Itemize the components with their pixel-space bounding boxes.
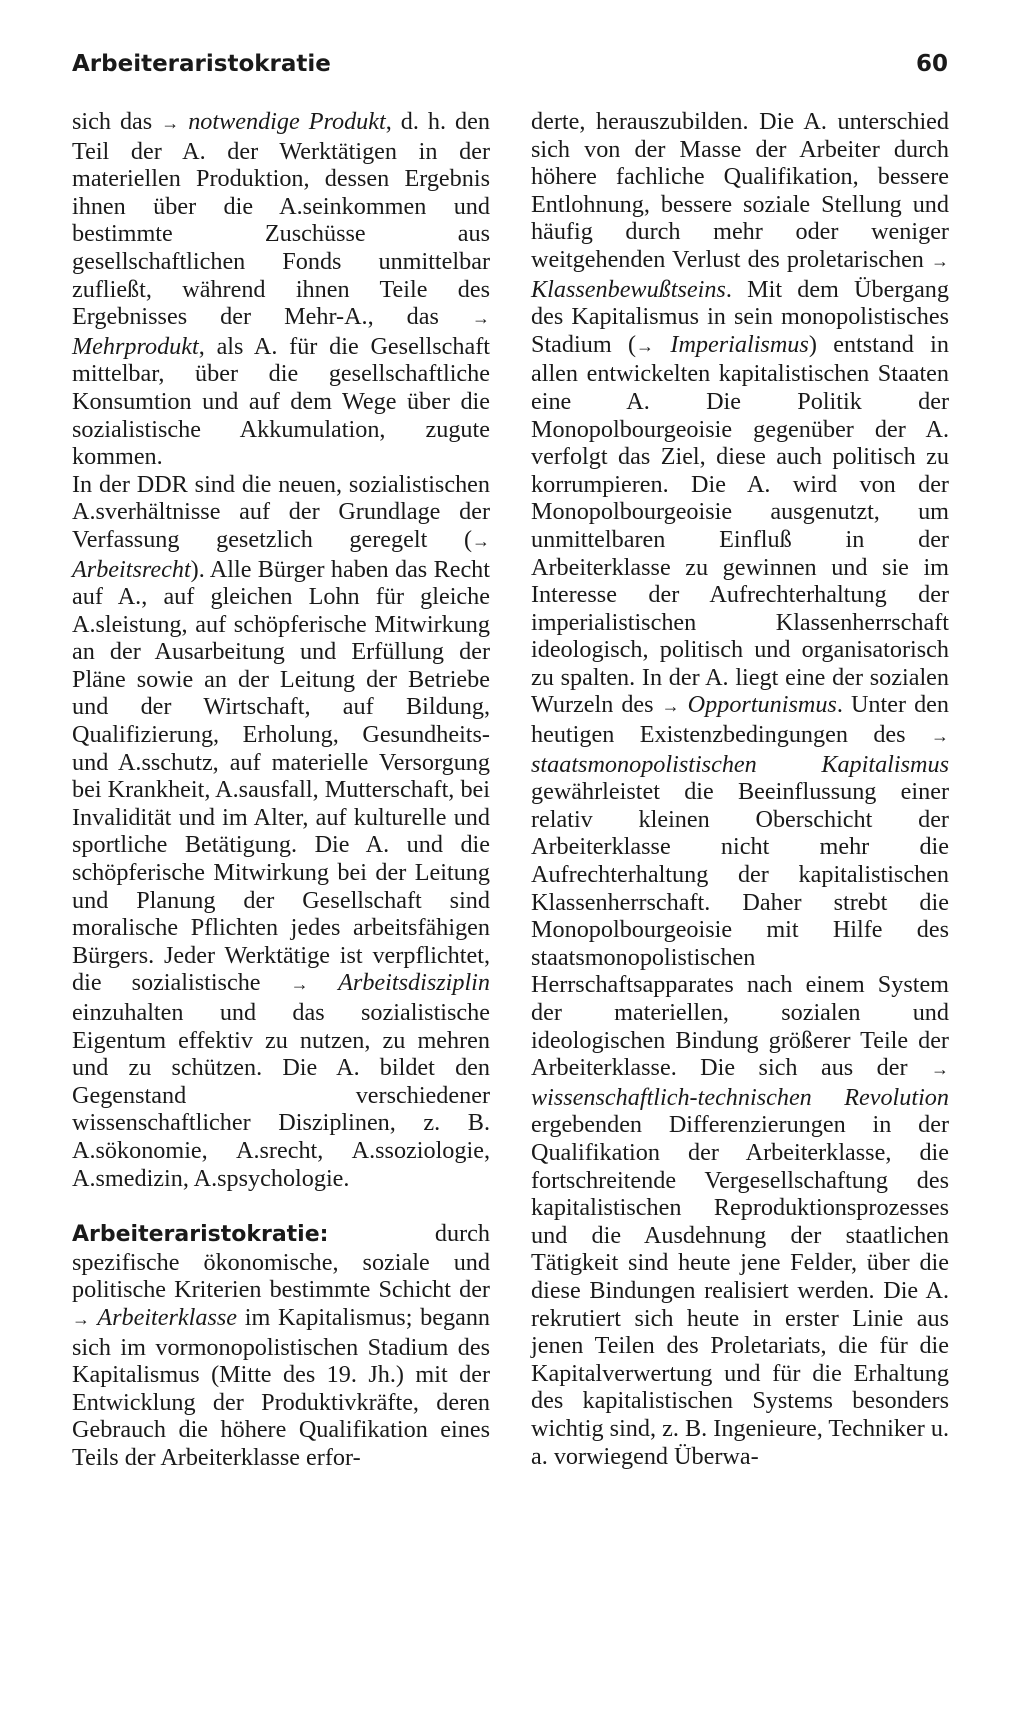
cross-reference-arrow: → bbox=[636, 335, 655, 356]
cross-reference-arrow: → bbox=[161, 113, 180, 133]
paragraph-ddr bbox=[72, 471, 490, 1192]
cross-reference-arrow: → bbox=[661, 696, 680, 717]
cross-reference-link[interactable]: wissenschaftlich-technischen Revolution bbox=[531, 1083, 949, 1111]
right-column bbox=[531, 108, 949, 1470]
text-run: . Mit dem Übergang des Kapitalismus in sein monopolistisches Stadium ( bbox=[531, 275, 949, 358]
cross-reference-link[interactable]: Arbeitsrecht bbox=[72, 555, 191, 583]
text-run: durch spezifische ökonomische, soziale und politische Kriterien bestimmte Schicht der bbox=[72, 1220, 490, 1304]
entry-headword: Arbeiteraristokratie: bbox=[72, 1222, 329, 1248]
paragraph-continuation bbox=[72, 108, 490, 471]
paragraph-continuation bbox=[531, 108, 949, 1470]
cross-reference-arrow: → bbox=[290, 974, 309, 995]
cross-reference-arrow: → bbox=[931, 250, 949, 271]
cross-reference-arrow: → bbox=[931, 1059, 949, 1080]
text-run: derte, herauszubilden. Die A. unterschied sich von der Masse der Arbeiter durch höhere fachliche Qualifikation, bessere Entlohnung, bessere soziale Stellung und häufig durch mehr oder weniger weitgehenden Verlust des proletarischen bbox=[531, 108, 949, 273]
text-run: In der DDR sind die neuen, sozialistischen A.sverhältnisse auf der Grundlage der Verfassung gesetzlich geregelt ( bbox=[72, 470, 490, 553]
text-run: . Unter den heutigen Existenzbedingungen des bbox=[531, 691, 949, 749]
text-run: , d. h. den Teil der A. der Werktätigen in der materiellen Produktion, dessen Ergebnis ihnen über die A.seinkommen und bestimmte Zuschüsse aus gesellschaftlichen Fonds unmittelbar zufließt, während ihnen Teile des Ergebnisses der Mehr-A., das bbox=[72, 108, 490, 331]
left-column bbox=[72, 108, 490, 1472]
cross-reference-link[interactable]: Arbeiterklasse bbox=[90, 1303, 238, 1331]
text-run: , als A. für die Gesellschaft mittelbar, über die gesellschaftliche Konsumtion und auf dem Wege über die sozialistische Akkumulation, zugute kommen. bbox=[72, 332, 490, 471]
entry-arbeiteraristokratie bbox=[72, 1220, 490, 1471]
cross-reference-arrow: → bbox=[472, 308, 490, 329]
page-number: 60 bbox=[915, 51, 948, 77]
text-run: sich das bbox=[72, 108, 162, 135]
text-run: ergebenden Differenzierungen in der Qualifikation der Arbeiterklasse, die fortschreitende Vergesellschaftung des kapitalistischen Reproduktionsprozesses und die Ausdehnung der staatlichen Tätigkeit sind heute jene Felder, über die diese Bindungen realisiert werden. Die A. rekrutiert sich heute in erster Linie aus jenen Teilen des Proletariats, die für die Kapitalverwertung und für die Erhaltung des kapitalistischen Systems besonders wichtig sind, z. B. Ingenieure, Techniker u. a. vorwiegend Überwa- bbox=[531, 1111, 949, 1470]
cross-reference-arrow: → bbox=[472, 530, 490, 551]
text-run: ) entstand in allen entwickelten kapitalistischen Staaten eine A. Die Politik der Monopolbourgeoisie gegenüber der A. verfolgt das Ziel, diese auch politisch zu korrumpieren. Die A. wird von der Monopolbourgeoisie ausgenutzt, um unmittelbaren Einfluß in der Arbeiterklasse zu gewinnen und sie im Interesse der Aufrechterhaltung der imperialistischen Klassenherrschaft ideologisch, politisch und organisatorisch zu spalten. In der A. liegt eine der sozialen Wurzeln des bbox=[531, 330, 949, 719]
cross-reference-link[interactable]: Klassenbewußtseins bbox=[531, 275, 726, 303]
cross-reference-arrow: → bbox=[931, 726, 949, 747]
cross-reference-link[interactable]: notwendige Produkt bbox=[179, 108, 386, 135]
text-run: einzuhalten und das sozialistische Eigentum effektiv zu nutzen, zu mehren und zu schützen. Die A. bildet den Gegenstand verschiedener wissenschaftlicher Disziplinen, z. B. A.sökonomie, A.srecht, A.ssoziologie, A.smedizin, A.spsychologie. bbox=[72, 999, 490, 1192]
text-run: gewährleistet die Beeinflussung einer relativ kleinen Oberschicht der Arbeiterklasse nicht mehr die Aufrechterhaltung der kapitalistischen Klassenherrschaft. Daher strebt die Monopolbourgeoisie mit Hilfe des staatsmonopolistischen Herrschaftsapparates nach einem System der materiellen, sozialen und ideologischen Bindung größerer Teile der Arbeiterklasse. Die sich aus der bbox=[531, 778, 949, 1082]
cross-reference-link[interactable]: Arbeitsdisziplin bbox=[308, 969, 490, 997]
text-run: ). Alle Bürger haben das Recht auf A., auf gleichen Lohn für gleiche A.sleistung, auf schöpferische Mitwirkung an der Ausarbeitung und Erfüllung der Pläne sowie an der Leitung der Betriebe und der Wirtschaft, auf Bildung, Qualifizierung, Erholung, Gesundheits- und A.sschutz, auf materielle Versorgung bei Krankheit, A.sausfall, Mutterschaft, bei Invalidität und im Alter, auf kulturelle und sportliche Betätigung. Die A. und die schöpferische Mitwirkung bei der Leitung und Planung der Gesellschaft sind moralische Pflichten jedes arbeitsfähigen Bürgers. Jeder Werktätige ist verpflichtet, die sozialistische bbox=[72, 555, 490, 997]
text-run: im Kapitalismus; begann sich im vormonopolistischen Stadium des Kapitalismus (Mitte des 19. Jh.) mit der Entwicklung der Produktivkräfte, deren Gebrauch die höhere Qualifikation eines Teils der Arbeiterklasse erfor- bbox=[72, 1303, 491, 1471]
cross-reference-link[interactable]: Opportunismus bbox=[679, 691, 837, 719]
cross-reference-link[interactable]: Imperialismus bbox=[654, 330, 809, 358]
cross-reference-arrow: → bbox=[72, 1308, 90, 1329]
page-header bbox=[72, 46, 948, 86]
cross-reference-link[interactable]: Mehrprodukt bbox=[72, 332, 199, 360]
cross-reference-link[interactable]: staatsmonopolistischen Kapitalismus bbox=[531, 750, 949, 778]
running-head: Arbeiteraristokratie bbox=[72, 51, 331, 77]
